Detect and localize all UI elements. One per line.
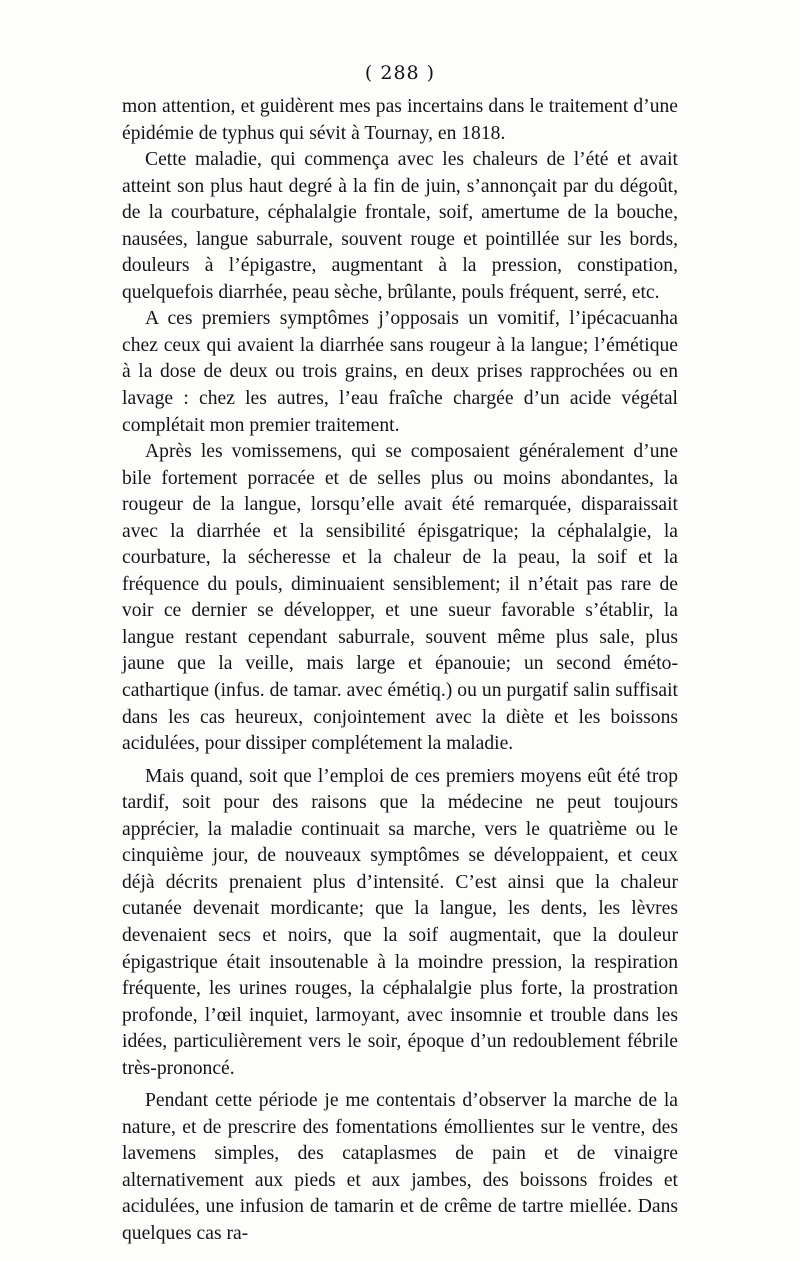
paragraph-progression: Mais quand, soit que l’emploi de ces premiers moyens eût été trop tardif, soit pour des raisons que la médecine ne peut toujours apprécier, la maladie continuait sa marche, vers le quatrième ou le cinquième jour, de nouveaux symptômes se développaient, et ceux déjà décrits prenaient plus d’intensité. C’est ainsi que la chaleur cutanée devenait mordicante; que la langue, les dents, les lèvres devenaient secs et noirs, que la soif augmentait, que la douleur épigastrique était insoutenable à la moindre pression, la respiration fréquente, les urines rouges, la céphalalgie plus forte, la prostration profonde, l’œil inquiet, larmoyant, avec insomnie et trouble dans les idées, particulièrement vers le soir, époque d’un redoublement fébrile très-prononcé. <box>122 765 678 1079</box>
page-number: ( 288 ) <box>364 62 436 84</box>
paragraph-after-vomiting: Après les vomissemens, qui se composaient généralement d’une bile fortement porracée et de selles plus ou moins abondantes, la rougeur de la langue, lorsqu’elle avait été remarquée, disparaissait avec la diarrhée et la sensibilité épisgatrique; la céphalalgie, la courbature, la sécheresse et la chaleur de la peau, la soif et la fréquence du pouls, diminuaient sensiblement; il n’était pas rare de voir ce dernier se développer, et une sueur favorable s’établir, la langue restant cependant saburrale, souvent même plus sale, plus jaune que la veille, mais large et épanouie; un second éméto-cathartique (infus. de tamar. avec émétiq.) ou un purgatif salin suffisait dans les cas heureux, conjointement avec la diète et les boissons acidulées, pour dissiper complétement la maladie. <box>122 441 678 755</box>
paragraph-symptoms: Cette maladie, qui commença avec les chaleurs de l’été et avait atteint son plus haut degré à la fin de juin, s’annonçait par du dégoût, de la courbature, céphalalgie frontale, soif, amertume de la bouche, nausées, langue saburrale, souvent rouge et pointillée sur les bords, douleurs à l’épigastre, augmentant à la pression, constipation, quelquefois diarrhée, peau sèche, brûlante, pouls fréquent, serré, etc. <box>122 149 678 303</box>
body-text <box>122 94 678 1248</box>
paragraph-period-care: Pendant cette période je me contentais d’observer la marche de la nature, et de prescrire des fomentations émollientes sur le ventre, des lavemens simples, des cataplasmes de pain et de vinaigre alternativement aux pieds et aux jambes, des boissons froides et acidulées, une infusion de tamarin et de crême de tartre miellée. Dans quelques cas ra- <box>122 1090 678 1244</box>
paragraph-first-treatment: A ces premiers symptômes j’opposais un vomitif, l’ipécacuanha chez ceux qui avaient la diarrhée sans rougeur à la langue; l’émétique à la dose de deux ou trois grains, en deux prises rapprochées ou en lavage : chez les autres, l’eau fraîche chargée d’un acide végétal complétait mon premier traitement. <box>122 308 678 436</box>
paragraph-continuation: mon attention, et guidèrent mes pas incertains dans le traitement d’une épidémie de typhus qui sévit à Tournay, en 1818. <box>122 96 678 144</box>
